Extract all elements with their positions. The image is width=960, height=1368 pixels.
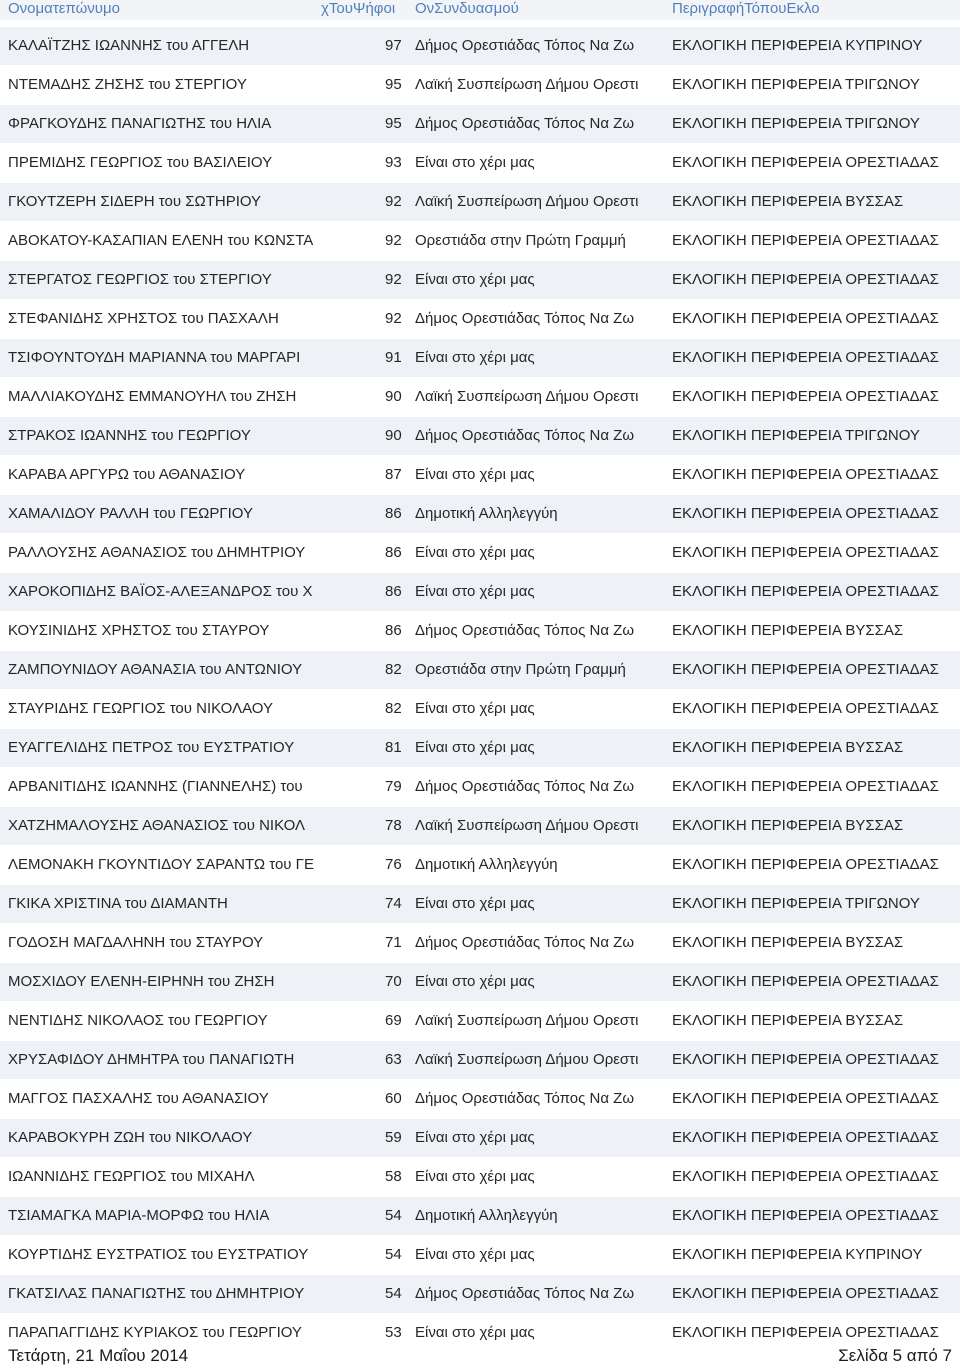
candidate-name: ΓΚΑΤΣΙΛΑΣ ΠΑΝΑΓΙΩΤΗΣ του ΔΗΜΗΤΡΙΟΥ: [8, 1285, 305, 1302]
candidate-name: ΚΟΥΣΙΝΙΔΗΣ ΧΡΗΣΤΟΣ του ΣΤΑΥΡΟΥ: [8, 622, 270, 639]
table-row: [0, 690, 960, 729]
candidate-name: ΓΚΟΥΤΖΕΡΗ ΣΙΔΕΡΗ του ΣΩΤΗΡΙΟΥ: [8, 193, 262, 210]
candidate-name: ΕΥΑΓΓΕΛΙΔΗΣ ΠΕΤΡΟΣ του ΕΥΣΤΡΑΤΙΟΥ: [8, 739, 295, 756]
candidate-name: ΚΑΡΑΒΟΚΥΡΗ ΖΩΗ του ΝΙΚΟΛΑΟΥ: [8, 1129, 253, 1146]
party-name: Είναι στο χέρι μας: [415, 271, 535, 288]
party-name: Είναι στο χέρι μας: [415, 739, 535, 756]
candidate-name: ΧΑΤΖΗΜΑΛΟΥΣΗΣ ΑΘΑΝΑΣΙΟΣ του ΝΙΚΟΛ: [8, 817, 306, 834]
vote-count: 92: [385, 271, 402, 288]
electoral-region: ΕΚΛΟΓΙΚΗ ΠΕΡΙΦΕΡΕΙΑ ΟΡΕΣΤΙΑΔΑΣ: [672, 1324, 939, 1341]
electoral-region: ΕΚΛΟΓΙΚΗ ΠΕΡΙΦΕΡΕΙΑ ΟΡΕΣΤΙΑΔΑΣ: [672, 661, 939, 678]
party-name: Δημοτική Αλληλεγγύη: [415, 1207, 558, 1224]
table-row: [0, 1080, 960, 1119]
column-header-name: Ονοματεπώνυμο: [8, 0, 120, 17]
table-row: [0, 222, 960, 261]
party-name: Είναι στο χέρι μας: [415, 973, 535, 990]
vote-count: 86: [385, 505, 402, 522]
party-name: Είναι στο χέρι μας: [415, 1324, 535, 1341]
party-name: Είναι στο χέρι μας: [415, 154, 535, 171]
party-name: Λαϊκή Συσπείρωση Δήμου Ορεστι: [415, 1051, 639, 1068]
electoral-region: ΕΚΛΟΓΙΚΗ ΠΕΡΙΦΕΡΕΙΑ ΤΡΙΓΩΝΟΥ: [672, 115, 920, 132]
table-row: [0, 1236, 960, 1275]
vote-count: 54: [385, 1285, 402, 1302]
vote-count: 95: [385, 76, 402, 93]
candidate-name: ΜΟΣΧΙΔΟΥ ΕΛΕΝΗ-ΕΙΡΗΝΗ του ΖΗΣΗ: [8, 973, 275, 990]
table-row: [0, 612, 960, 651]
candidate-name: ΤΣΙΑΜΑΓΚΑ ΜΑΡΙΑ-ΜΟΡΦΩ του ΗΛΙΑ: [8, 1207, 270, 1224]
party-name: Δήμος Ορεστιάδας Τόπος Να Ζω: [415, 37, 635, 54]
candidate-name: ΝΤΕΜΑΔΗΣ ΖΗΣΗΣ του ΣΤΕΡΓΙΟΥ: [8, 76, 247, 93]
vote-count: 54: [385, 1246, 402, 1263]
party-name: Δήμος Ορεστιάδας Τόπος Να Ζω: [415, 622, 635, 639]
candidate-name: ΠΡΕΜΙΔΗΣ ΓΕΩΡΓΙΟΣ του ΒΑΣΙΛΕΙΟΥ: [8, 154, 273, 171]
table-row: [0, 105, 960, 144]
table-row: [0, 27, 960, 66]
candidate-name: ΙΩΑΝΝΙΔΗΣ ΓΕΩΡΓΙΟΣ του ΜΙΧΑΗΛ: [8, 1168, 255, 1185]
candidate-name: ΖΑΜΠΟΥΝΙΔΟΥ ΑΘΑΝΑΣΙΑ του ΑΝΤΩΝΙΟΥ: [8, 661, 303, 678]
footer-date: Τετάρτη, 21 Μαΐου 2014: [8, 1346, 189, 1365]
candidate-name: ΣΤΑΥΡΙΔΗΣ ΓΕΩΡΓΙΟΣ του ΝΙΚΟΛΑΟΥ: [8, 700, 273, 717]
candidate-name: ΤΣΙΦΟΥΝΤΟΥΔΗ ΜΑΡΙΑΝΝΑ του ΜΑΡΓΑΡΙ: [8, 349, 301, 366]
table-row: [0, 1275, 960, 1314]
vote-count: 79: [385, 778, 402, 795]
electoral-region: ΕΚΛΟΓΙΚΗ ΠΕΡΙΦΕΡΕΙΑ ΟΡΕΣΤΙΑΔΑΣ: [672, 1168, 939, 1185]
table-row: [0, 183, 960, 222]
table-row: [0, 495, 960, 534]
electoral-region: ΕΚΛΟΓΙΚΗ ΠΕΡΙΦΕΡΕΙΑ ΒΥΣΣΑΣ: [672, 817, 904, 834]
table-row: [0, 300, 960, 339]
vote-count: 54: [385, 1207, 402, 1224]
candidate-name: ΚΟΥΡΤΙΔΗΣ ΕΥΣΤΡΑΤΙΟΣ του ΕΥΣΤΡΑΤΙΟΥ: [8, 1246, 309, 1263]
electoral-region: ΕΚΛΟΓΙΚΗ ΠΕΡΙΦΕΡΕΙΑ ΟΡΕΣΤΙΑΔΑΣ: [672, 583, 939, 600]
electoral-region: ΕΚΛΟΓΙΚΗ ΠΕΡΙΦΕΡΕΙΑ ΚΥΠΡΙΝΟΥ: [672, 1246, 923, 1263]
vote-count: 90: [385, 427, 402, 444]
table-row: [0, 261, 960, 300]
vote-count: 71: [385, 934, 402, 951]
electoral-region: ΕΚΛΟΓΙΚΗ ΠΕΡΙΦΕΡΕΙΑ ΟΡΕΣΤΙΑΔΑΣ: [672, 1285, 939, 1302]
table-row: [0, 885, 960, 924]
table-row: [0, 1158, 960, 1197]
table-row: [0, 1041, 960, 1080]
party-name: Δήμος Ορεστιάδας Τόπος Να Ζω: [415, 1285, 635, 1302]
candidate-name: ΧΑΡΟΚΟΠΙΔΗΣ ΒΑΪΟΣ-ΑΛΕΞΑΝΔΡΟΣ του Χ: [8, 583, 313, 600]
party-name: Ορεστιάδα στην Πρώτη Γραμμή: [415, 232, 626, 249]
candidate-name: ΠΑΡΑΠΑΓΓΙΔΗΣ ΚΥΡΙΑΚΟΣ του ΓΕΩΡΓΙΟΥ: [8, 1324, 302, 1341]
party-name: Δήμος Ορεστιάδας Τόπος Να Ζω: [415, 934, 635, 951]
table-row: [0, 807, 960, 846]
electoral-region: ΕΚΛΟΓΙΚΗ ΠΕΡΙΦΕΡΕΙΑ ΟΡΕΣΤΙΑΔΑΣ: [672, 154, 939, 171]
vote-count: 82: [385, 700, 402, 717]
table-row: [0, 339, 960, 378]
electoral-region: ΕΚΛΟΓΙΚΗ ΠΕΡΙΦΕΡΕΙΑ ΟΡΕΣΤΙΑΔΑΣ: [672, 349, 939, 366]
candidate-name: ΛΕΜΟΝΑΚΗ ΓΚΟΥΝΤΙΔΟΥ ΣΑΡΑΝΤΩ του ΓΕ: [8, 856, 314, 873]
electoral-region: ΕΚΛΟΓΙΚΗ ΠΕΡΙΦΕΡΕΙΑ ΟΡΕΣΤΙΑΔΑΣ: [672, 232, 939, 249]
electoral-region: ΕΚΛΟΓΙΚΗ ΠΕΡΙΦΕΡΕΙΑ ΒΥΣΣΑΣ: [672, 739, 904, 756]
party-name: Λαϊκή Συσπείρωση Δήμου Ορεστι: [415, 193, 639, 210]
candidate-name: ΚΑΡΑΒΑ ΑΡΓΥΡΩ του ΑΘΑΝΑΣΙΟΥ: [8, 466, 246, 483]
vote-count: 92: [385, 310, 402, 327]
electoral-region: ΕΚΛΟΓΙΚΗ ΠΕΡΙΦΕΡΕΙΑ ΟΡΕΣΤΙΑΔΑΣ: [672, 310, 939, 327]
party-name: Είναι στο χέρι μας: [415, 349, 535, 366]
party-name: Δημοτική Αλληλεγγύη: [415, 505, 558, 522]
table-row: [0, 1119, 960, 1158]
electoral-region: ΕΚΛΟΓΙΚΗ ΠΕΡΙΦΕΡΕΙΑ ΟΡΕΣΤΙΑΔΑΣ: [672, 1207, 939, 1224]
column-header-party: ΟνΣυνδυασμού: [415, 0, 519, 17]
table-row: [0, 378, 960, 417]
vote-count: 90: [385, 388, 402, 405]
vote-count: 86: [385, 622, 402, 639]
vote-count: 81: [385, 739, 402, 756]
table-row: [0, 417, 960, 456]
electoral-region: ΕΚΛΟΓΙΚΗ ΠΕΡΙΦΕΡΕΙΑ ΒΥΣΣΑΣ: [672, 193, 904, 210]
electoral-region: ΕΚΛΟΓΙΚΗ ΠΕΡΙΦΕΡΕΙΑ ΒΥΣΣΑΣ: [672, 622, 904, 639]
party-name: Λαϊκή Συσπείρωση Δήμου Ορεστι: [415, 817, 639, 834]
vote-count: 78: [385, 817, 402, 834]
electoral-region: ΕΚΛΟΓΙΚΗ ΠΕΡΙΦΕΡΕΙΑ ΚΥΠΡΙΝΟΥ: [672, 37, 923, 54]
electoral-region: ΕΚΛΟΓΙΚΗ ΠΕΡΙΦΕΡΕΙΑ ΟΡΕΣΤΙΑΔΑΣ: [672, 856, 939, 873]
party-name: Είναι στο χέρι μας: [415, 700, 535, 717]
party-name: Είναι στο χέρι μας: [415, 1129, 535, 1146]
vote-count: 53: [385, 1324, 402, 1341]
party-name: Είναι στο χέρι μας: [415, 1246, 535, 1263]
party-name: Λαϊκή Συσπείρωση Δήμου Ορεστι: [415, 1012, 639, 1029]
vote-count: 63: [385, 1051, 402, 1068]
party-name: Δήμος Ορεστιάδας Τόπος Να Ζω: [415, 1090, 635, 1107]
table-row: [0, 144, 960, 183]
electoral-region: ΕΚΛΟΓΙΚΗ ΠΕΡΙΦΕΡΕΙΑ ΟΡΕΣΤΙΑΔΑΣ: [672, 1129, 939, 1146]
table-row: [0, 573, 960, 612]
electoral-region: ΕΚΛΟΓΙΚΗ ΠΕΡΙΦΕΡΕΙΑ ΟΡΕΣΤΙΑΔΑΣ: [672, 466, 939, 483]
table-row: [0, 768, 960, 807]
vote-count: 74: [385, 895, 402, 912]
table-row: [0, 963, 960, 1002]
vote-count: 87: [385, 466, 402, 483]
candidate-name: ΧΑΜΑΛΙΔΟΥ ΡΑΛΛΗ του ΓΕΩΡΓΙΟΥ: [8, 505, 253, 522]
party-name: Δήμος Ορεστιάδας Τόπος Να Ζω: [415, 778, 635, 795]
party-name: Δήμος Ορεστιάδας Τόπος Να Ζω: [415, 115, 635, 132]
electoral-region: ΕΚΛΟΓΙΚΗ ΠΕΡΙΦΕΡΕΙΑ ΟΡΕΣΤΙΑΔΑΣ: [672, 271, 939, 288]
vote-count: 97: [385, 37, 402, 54]
table-row: [0, 456, 960, 495]
candidate-name: ΚΑΛΑΪΤΖΗΣ ΙΩΑΝΝΗΣ του ΑΓΓΕΛΗ: [8, 37, 250, 54]
vote-count: 95: [385, 115, 402, 132]
electoral-region: ΕΚΛΟΓΙΚΗ ΠΕΡΙΦΕΡΕΙΑ ΟΡΕΣΤΙΑΔΑΣ: [672, 505, 939, 522]
party-name: Είναι στο χέρι μας: [415, 583, 535, 600]
party-name: Είναι στο χέρι μας: [415, 544, 535, 561]
party-name: Δημοτική Αλληλεγγύη: [415, 856, 558, 873]
party-name: Είναι στο χέρι μας: [415, 466, 535, 483]
vote-count: 69: [385, 1012, 402, 1029]
table-row: [0, 651, 960, 690]
candidate-name: ΣΤΕΡΓΑΤΟΣ ΓΕΩΡΓΙΟΣ του ΣΤΕΡΓΙΟΥ: [8, 271, 272, 288]
vote-count: 58: [385, 1168, 402, 1185]
party-name: Δήμος Ορεστιάδας Τόπος Να Ζω: [415, 310, 635, 327]
electoral-region: ΕΚΛΟΓΙΚΗ ΠΕΡΙΦΕΡΕΙΑ ΤΡΙΓΩΝΟΥ: [672, 895, 920, 912]
table-row: [0, 1197, 960, 1236]
table-row: [0, 1002, 960, 1041]
table-row: [0, 924, 960, 963]
party-name: Ορεστιάδα στην Πρώτη Γραμμή: [415, 661, 626, 678]
candidate-name: ΑΡΒΑΝΙΤΙΔΗΣ ΙΩΑΝΝΗΣ (ΓΙΑΝΝΕΛΗΣ) του: [8, 778, 303, 795]
electoral-region: ΕΚΛΟΓΙΚΗ ΠΕΡΙΦΕΡΕΙΑ ΟΡΕΣΤΙΑΔΑΣ: [672, 388, 939, 405]
column-header-votes: χΤουΨήφοι: [321, 0, 396, 17]
vote-count: 60: [385, 1090, 402, 1107]
electoral-region: ΕΚΛΟΓΙΚΗ ΠΕΡΙΦΕΡΕΙΑ ΟΡΕΣΤΙΑΔΑΣ: [672, 700, 939, 717]
footer-page-number: Σελίδα 5 από 7: [838, 1346, 952, 1365]
party-name: Λαϊκή Συσπείρωση Δήμου Ορεστι: [415, 388, 639, 405]
candidate-name: ΜΑΛΛΙΑΚΟΥΔΗΣ ΕΜΜΑΝΟΥΗΛ του ΖΗΣΗ: [8, 388, 297, 405]
table-header: [0, 0, 960, 20]
candidate-name: ΜΑΓΓΟΣ ΠΑΣΧΑΛΗΣ του ΑΘΑΝΑΣΙΟΥ: [8, 1090, 269, 1107]
vote-count: 86: [385, 544, 402, 561]
column-header-region: ΠεριγραφήΤόπουΕκλο: [672, 0, 820, 17]
party-name: Δήμος Ορεστιάδας Τόπος Να Ζω: [415, 427, 635, 444]
candidate-name: ΓΟΔΟΣΗ ΜΑΓΔΑΛΗΝΗ του ΣΤΑΥΡΟΥ: [8, 934, 264, 951]
electoral-region: ΕΚΛΟΓΙΚΗ ΠΕΡΙΦΕΡΕΙΑ ΤΡΙΓΩΝΟΥ: [672, 427, 920, 444]
candidate-name: ΓΚΙΚΑ ΧΡΙΣΤΙΝΑ του ΔΙΑΜΑΝΤΗ: [8, 895, 228, 912]
results-table: [0, 27, 960, 1353]
candidate-name: ΝΕΝΤΙΔΗΣ ΝΙΚΟΛΑΟΣ του ΓΕΩΡΓΙΟΥ: [8, 1012, 268, 1029]
vote-count: 59: [385, 1129, 402, 1146]
vote-count: 92: [385, 193, 402, 210]
candidate-name: ΦΡΑΓΚΟΥΔΗΣ ΠΑΝΑΓΙΩΤΗΣ του ΗΛΙΑ: [8, 115, 272, 132]
electoral-region: ΕΚΛΟΓΙΚΗ ΠΕΡΙΦΕΡΕΙΑ ΒΥΣΣΑΣ: [672, 934, 904, 951]
candidate-name: ΣΤΕΦΑΝΙΔΗΣ ΧΡΗΣΤΟΣ του ΠΑΣΧΑΛΗ: [8, 310, 279, 327]
candidate-name: ΑΒΟΚΑΤΟΥ-ΚΑΣΑΠΙΑΝ ΕΛΕΝΗ του ΚΩΝΣΤΑ: [8, 232, 314, 249]
electoral-region: ΕΚΛΟΓΙΚΗ ΠΕΡΙΦΕΡΕΙΑ ΤΡΙΓΩΝΟΥ: [672, 76, 920, 93]
electoral-region: ΕΚΛΟΓΙΚΗ ΠΕΡΙΦΕΡΕΙΑ ΟΡΕΣΤΙΑΔΑΣ: [672, 778, 939, 795]
vote-count: 82: [385, 661, 402, 678]
table-row: [0, 66, 960, 105]
candidate-name: ΡΑΛΛΟΥΣΗΣ ΑΘΑΝΑΣΙΟΣ του ΔΗΜΗΤΡΙΟΥ: [8, 544, 306, 561]
page-footer: [0, 1344, 960, 1368]
table-row: [0, 846, 960, 885]
party-name: Είναι στο χέρι μας: [415, 895, 535, 912]
vote-count: 76: [385, 856, 402, 873]
party-name: Λαϊκή Συσπείρωση Δήμου Ορεστι: [415, 76, 639, 93]
table-row: [0, 534, 960, 573]
vote-count: 91: [385, 349, 402, 366]
vote-count: 93: [385, 154, 402, 171]
electoral-region: ΕΚΛΟΓΙΚΗ ΠΕΡΙΦΕΡΕΙΑ ΟΡΕΣΤΙΑΔΑΣ: [672, 544, 939, 561]
electoral-region: ΕΚΛΟΓΙΚΗ ΠΕΡΙΦΕΡΕΙΑ ΟΡΕΣΤΙΑΔΑΣ: [672, 1090, 939, 1107]
electoral-region: ΕΚΛΟΓΙΚΗ ΠΕΡΙΦΕΡΕΙΑ ΒΥΣΣΑΣ: [672, 1012, 904, 1029]
candidate-name: ΧΡΥΣΑΦΙΔΟΥ ΔΗΜΗΤΡΑ του ΠΑΝΑΓΙΩΤΗ: [8, 1051, 295, 1068]
vote-count: 86: [385, 583, 402, 600]
electoral-region: ΕΚΛΟΓΙΚΗ ΠΕΡΙΦΕΡΕΙΑ ΟΡΕΣΤΙΑΔΑΣ: [672, 973, 939, 990]
party-name: Είναι στο χέρι μας: [415, 1168, 535, 1185]
electoral-region: ΕΚΛΟΓΙΚΗ ΠΕΡΙΦΕΡΕΙΑ ΟΡΕΣΤΙΑΔΑΣ: [672, 1051, 939, 1068]
vote-count: 92: [385, 232, 402, 249]
candidate-name: ΣΤΡΑΚΟΣ ΙΩΑΝΝΗΣ του ΓΕΩΡΓΙΟΥ: [8, 427, 251, 444]
vote-count: 70: [385, 973, 402, 990]
table-row: [0, 729, 960, 768]
